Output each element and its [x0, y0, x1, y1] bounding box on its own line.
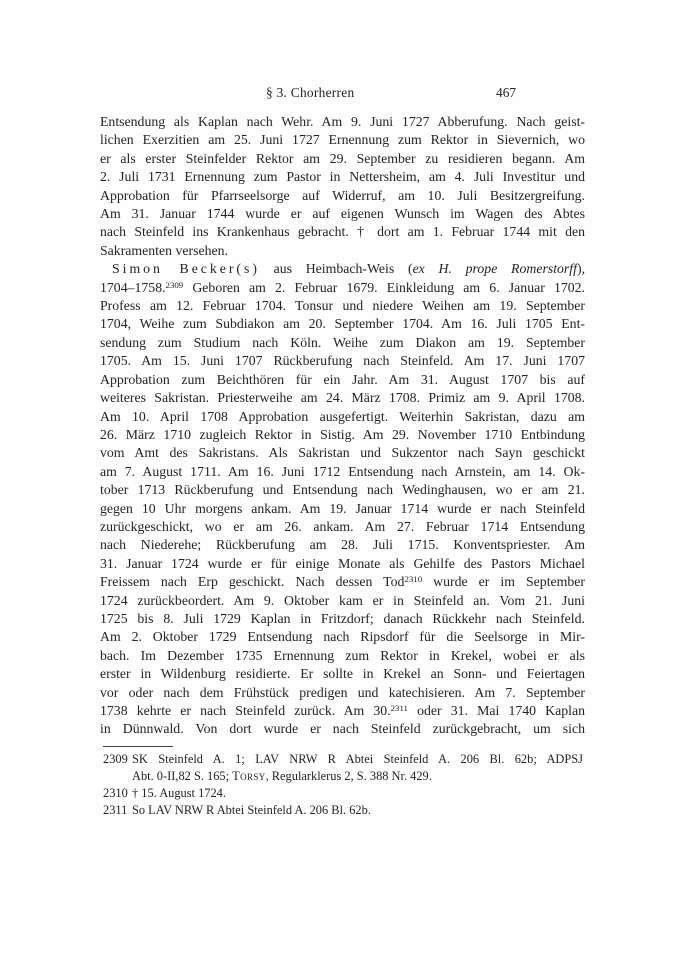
text-segment: SK Steinfeld A. 1; LAV NRW R Abtei Steinfeld A. 206 Bl. 62b; ADPSJ [132, 752, 583, 766]
paragraph-1-line-3 [100, 150, 585, 168]
text-segment: Torsy [232, 769, 266, 784]
text-segment: Sakramenten versehen. [100, 242, 228, 258]
text-segment: Am 10. April 1708 Approbation ausgefertigt. Weiterhin Sakristan, dazu am [100, 408, 585, 424]
body-text [100, 113, 585, 739]
text-segment: in Dünnwald. Von dort wurde er nach Steinfeld zurückgebracht, um sich [100, 721, 585, 737]
footnote-separator-rule [103, 746, 173, 747]
footnote-number: 2310 [103, 786, 128, 801]
paragraph-1-line-4 [100, 168, 585, 186]
text-segment: Am 2. Oktober 1729 Entsendung nach Ripsdorf für die Seelsorge in Mir- [100, 629, 585, 645]
text-segment: Profess am 12. Februar 1704. Tonsur und niedere Weihen am 19. September [100, 298, 585, 314]
footnote-2311-line-1 [103, 802, 583, 819]
text-segment: weiteres Sakristan. Priesterweihe am 24. März 1708. Primiz am 9. April 1708. [100, 390, 585, 406]
paragraph-2-line-8 [100, 389, 585, 407]
text-segment: 1704–1758. [100, 279, 166, 295]
footnote-reference: 2311 [390, 703, 408, 714]
text-segment: oder 31. Mai 1740 Kaplan [407, 703, 585, 718]
text-segment: Simon Becker(s) [112, 261, 260, 277]
paragraph-2-line-11 [100, 444, 585, 462]
paragraph-2-line-15 [100, 518, 585, 536]
text-segment: zurückgeschickt, wo er am 26. ankam. Am 27. Februar 1714 Entsendung [100, 518, 585, 534]
paragraph-2-line-2 [100, 279, 585, 297]
paragraph-2-line-1 [100, 260, 585, 278]
text-segment: Entsendung als Kaplan nach Wehr. Am 9. Juni 1727 Abberufung. Nach geist- [100, 114, 585, 129]
text-segment: Abt. 0-II,82 S. 165; [132, 769, 233, 784]
paragraph-2-line-24 [100, 684, 585, 702]
text-segment: ex H. prope Romerstorff [412, 261, 577, 277]
paragraph-2-line-6 [100, 352, 585, 370]
paragraph-2-line-19 [100, 592, 585, 610]
text-segment: Geboren am 2. Februar 1679. Einkleidung am 6. Januar 1702. [183, 279, 585, 295]
text-segment: † 15. August 1724. [132, 786, 226, 801]
running-header-section-heading: § 3. Chorherren [266, 85, 355, 100]
paragraph-2-line-3 [100, 297, 585, 315]
text-segment: aus Heimbach-Weis ( [259, 261, 413, 277]
text-segment: 1705. Am 15. Juni 1707 Rückberufung nach Steinfeld. Am 17. Juni 1707 [100, 353, 585, 369]
text-segment: 26. März 1710 zugleich Rektor in Sistig. Am 29. November 1710 Entbindung [100, 426, 585, 442]
paragraph-2-line-26 [100, 720, 585, 738]
text-segment: 31. Januar 1724 wurde er für einige Monate als Gehilfe des Pastors Michael [100, 555, 585, 571]
paragraph-2-line-4 [100, 315, 585, 333]
paragraph-2-line-5 [100, 334, 585, 352]
text-segment: , Regularklerus 2, S. 388 Nr. 429. [265, 769, 432, 784]
text-segment: gegen 10 Uhr morgens ankam. Am 19. Januar 1714 wurde er nach Steinfeld [100, 500, 585, 516]
text-segment: So LAV NRW R Abtei Steinfeld A. 206 Bl. 62b. [132, 803, 371, 818]
text-segment: Am 31. Januar 1744 wurde er auf eigenen Wunsch im Wagen des Abtes [100, 206, 585, 222]
text-segment: er als erster Steinfelder Rektor am 29. September zu residieren begann. Am [100, 150, 585, 166]
text-segment: ), [576, 261, 585, 277]
text-segment: lichen Exerzitien am 25. Juni 1727 Ernennung zum Rektor in Sievernich, wo [100, 132, 585, 148]
footnote-2310-line-1 [103, 785, 583, 802]
text-segment: tober 1713 Rückberufung und Entsendung nach Wedinghausen, wo er am 21. [100, 482, 585, 498]
paragraph-2-line-13 [100, 481, 585, 499]
paragraph-2-line-7 [100, 371, 585, 389]
paragraph-2-line-18 [100, 573, 585, 591]
text-segment: nach Niederehe; Rückberufung am 28. Juli 1715. Konventspriester. Am [100, 537, 585, 553]
paragraph-2-line-23 [100, 665, 585, 683]
text-segment: vor oder nach dem Frühstück predigen und katechisieren. Am 7. September [100, 684, 585, 700]
text-segment: 1704, Weihe zum Subdiakon am 20. September 1704. Am 16. Juli 1705 Ent- [100, 316, 585, 332]
text-segment: Approbation zum Beichthören für ein Jahr. Am 31. August 1707 bis auf [100, 371, 585, 387]
page-number: 467 [496, 85, 517, 100]
footnote-number: 2311 [103, 803, 128, 818]
paragraph-2-line-14 [100, 500, 585, 518]
footnote-reference: 2309 [165, 279, 184, 290]
text-segment: nach Steinfeld ins Krankenhaus gebracht. † dort am 1. Februar 1744 mit den [100, 224, 585, 240]
text-segment: bach. Im Dezember 1735 Ernennung zum Rektor in Krekel, wobei er als [100, 647, 585, 663]
text-segment: am 7. August 1711. Am 16. Juni 1712 Entsendung nach Arnstein, am 14. Ok- [100, 463, 585, 479]
paragraph-2-line-16 [100, 536, 585, 554]
paragraph-1-line-8 [100, 242, 585, 260]
text-segment: 1725 bis 8. Juli 1729 Kaplan in Fritzdorf; danach Rückkehr nach Steinfeld. [100, 610, 585, 626]
paragraph-2-line-10 [100, 426, 585, 444]
text-segment: Freissem nach Erp geschickt. Nach dessen Tod [100, 574, 405, 590]
text-segment: erster in Wildenburg residierte. Er sollte in Krekel an Sonn- und Feiertagen [100, 666, 585, 682]
text-segment: 1738 kehrte er nach Steinfeld zurück. Am 30. [100, 703, 391, 718]
footnote-2309-line-2 [103, 768, 583, 785]
text-segment: wurde er im September [422, 574, 585, 590]
paragraph-1-line-2 [100, 131, 585, 149]
footnote-number: 2309 [103, 752, 128, 766]
footnote-reference: 2310 [404, 574, 423, 585]
text-segment: vom Amt des Sakristans. Als Sakristan und Sukzentor nach Sayn geschickt [100, 445, 585, 461]
paragraph-2-line-12 [100, 463, 585, 481]
text-segment: Approbation für Pfarrseelsorge auf Widerruf, am 10. Juli Besitzergreifung. [100, 187, 585, 203]
paragraph-2-line-17 [100, 555, 585, 573]
footnote-2309-line-1 [103, 751, 583, 768]
paragraph-1-line-1 [100, 113, 585, 131]
paragraph-2-line-25 [100, 702, 585, 720]
text-segment: 2. Juli 1731 Ernennung zum Pastor in Nettersheim, am 4. Juli Investitur und [100, 169, 585, 185]
paragraph-2-line-9 [100, 408, 585, 426]
paragraph-2-line-22 [100, 647, 585, 665]
paragraph-2-line-20 [100, 610, 585, 628]
text-segment: 1724 zurückbeordert. Am 9. Oktober kam er in Steinfeld an. Vom 21. Juni [100, 592, 585, 608]
paragraph-1-line-6 [100, 205, 585, 223]
text-segment: sendung zum Studium nach Köln. Weihe zum Diakon am 19. September [100, 334, 585, 350]
footnotes-list [103, 751, 583, 819]
paragraph-1-line-5 [100, 187, 585, 205]
paragraph-1-line-7 [100, 223, 585, 241]
paragraph-2-line-21 [100, 628, 585, 646]
